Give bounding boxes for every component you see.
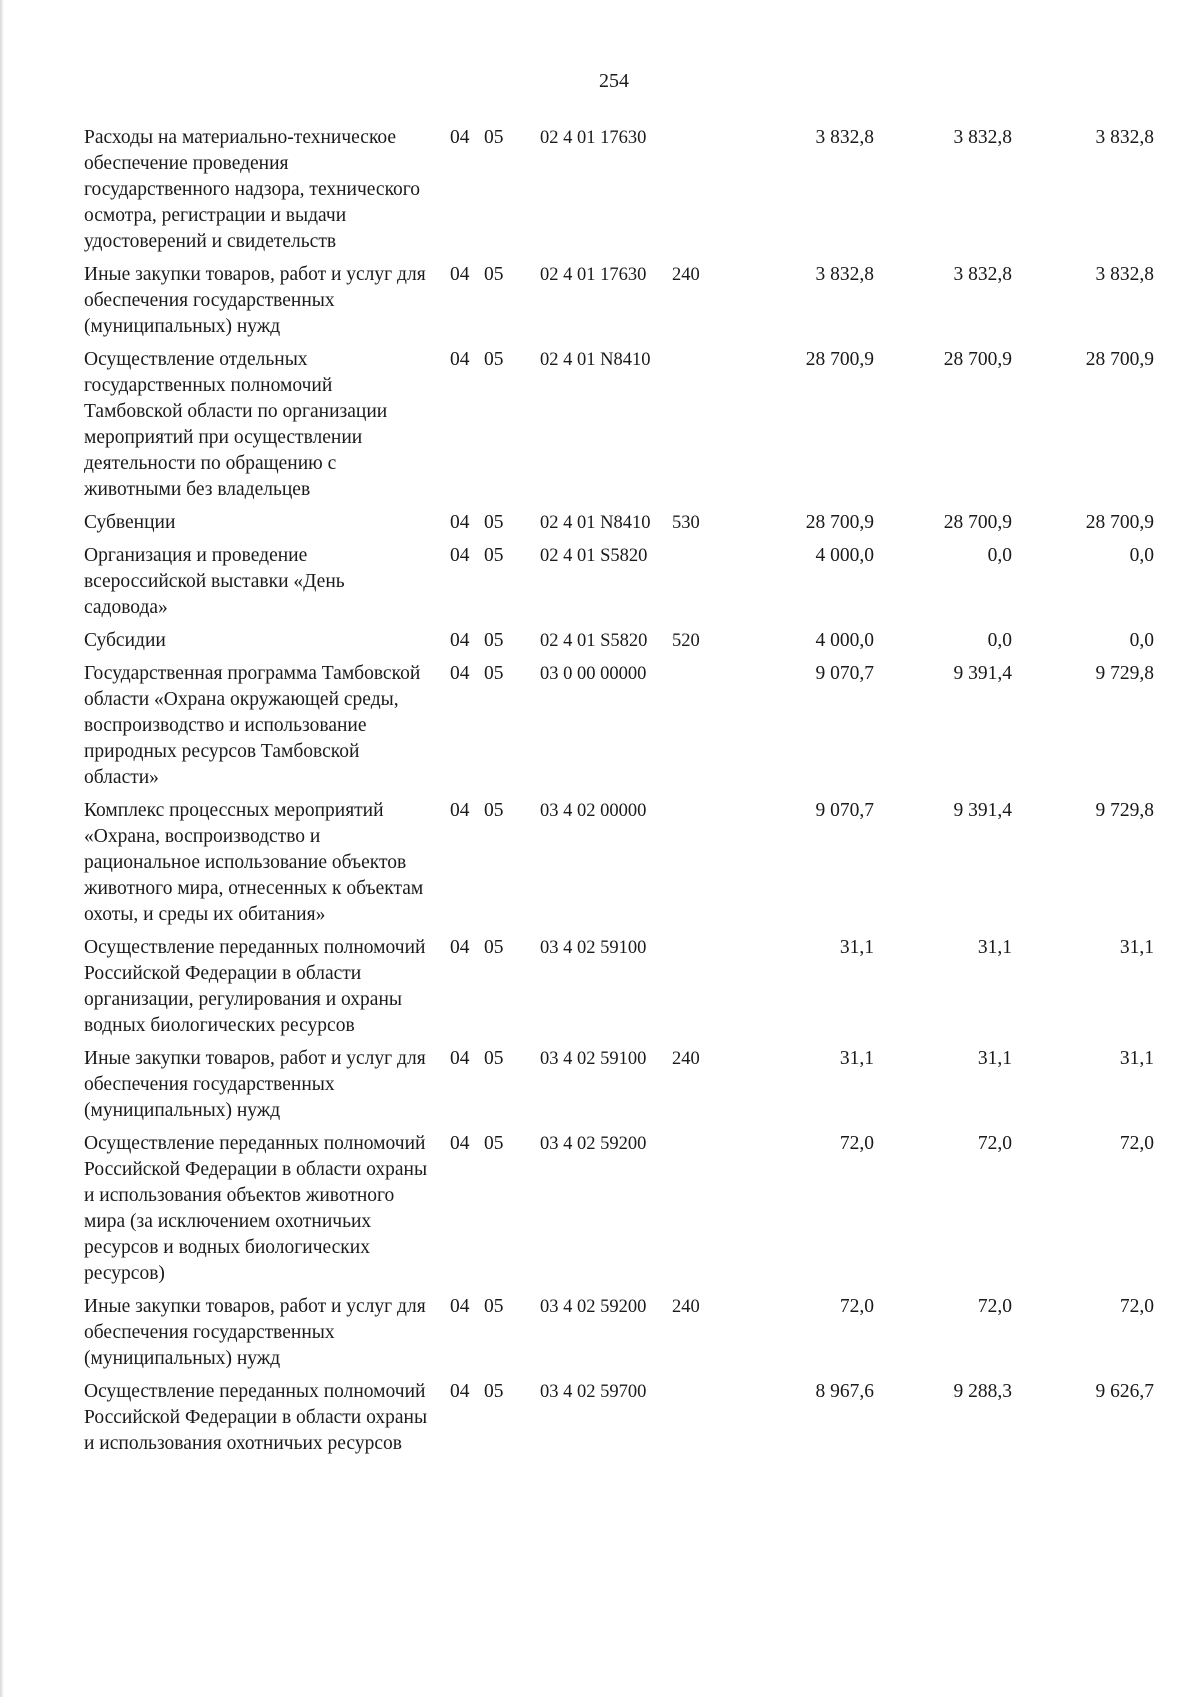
table-row <box>84 543 1154 628</box>
amount-year-3: 9 729,8 <box>1095 663 1154 684</box>
section-code: 04 <box>450 264 470 285</box>
amount-year-3: 0,0 <box>1129 545 1154 566</box>
subsection-code: 05 <box>484 1296 504 1317</box>
row-name: Иные закупки товаров, работ и услуг для обеспечения государственных (муниципальных) нужд <box>84 264 426 337</box>
row-name: Осуществление отдельных государственных полномочий Тамбовской области по организации мероприятий при осуществлении деятельности по обращению с животными без владельцев <box>84 349 388 500</box>
amount-year-3: 9 626,7 <box>1095 1381 1154 1402</box>
table-row <box>84 661 1154 798</box>
table-row <box>84 347 1154 510</box>
amount-year-1: 4 000,0 <box>815 545 874 566</box>
subsection-code: 05 <box>484 545 504 566</box>
amount-year-3: 0,0 <box>1129 630 1154 651</box>
amount-year-2: 9 288,3 <box>953 1381 1012 1402</box>
amount-year-2: 3 832,8 <box>953 264 1012 285</box>
target-article-code: 02 4 01 17630 <box>540 265 647 285</box>
expense-type-code <box>670 798 726 935</box>
row-name: Государственная программа Тамбовской области «Охрана окружающей среды, воспроизводство и использование природных ресурсов Тамбовской области» <box>84 663 421 788</box>
table-row <box>84 798 1154 935</box>
row-name: Осуществление переданных полномочий Российской Федерации в области охраны и использования охотничьих ресурсов <box>84 1381 428 1454</box>
subsection-code: 05 <box>484 1048 504 1069</box>
target-article-code: 03 4 02 59100 <box>540 1049 647 1069</box>
subsection-code: 05 <box>484 1381 504 1402</box>
amount-year-2: 31,1 <box>977 1048 1012 1069</box>
amount-year-2: 28 700,9 <box>943 512 1012 533</box>
section-code: 04 <box>450 630 470 651</box>
subsection-code: 05 <box>484 512 504 533</box>
amount-year-1: 72,0 <box>839 1296 874 1317</box>
table-row <box>84 1294 1154 1379</box>
amount-year-3: 31,1 <box>1119 1048 1154 1069</box>
table-row <box>84 935 1154 1046</box>
row-name: Расходы на материально-техническое обеспечение проведения государственного надзора, технического осмотра, регистрации и выдачи удостоверений и свидетельств <box>84 127 421 252</box>
subsection-code: 05 <box>484 630 504 651</box>
amount-year-1: 4 000,0 <box>815 630 874 651</box>
table-row <box>84 125 1154 262</box>
budget-table <box>84 125 1154 1464</box>
amount-year-2: 28 700,9 <box>943 349 1012 370</box>
expense-type-code <box>670 347 726 510</box>
row-name: Субсидии <box>84 630 166 651</box>
expense-type-code <box>670 661 726 798</box>
row-name: Осуществление переданных полномочий Российской Федерации в области организации, регулирования и охраны водных биологических ресурсов <box>84 937 426 1036</box>
table-row <box>84 510 1154 543</box>
amount-year-1: 72,0 <box>839 1133 874 1154</box>
target-article-code: 03 4 02 00000 <box>540 801 647 821</box>
amount-year-3: 28 700,9 <box>1085 512 1154 533</box>
amount-year-3: 3 832,8 <box>1095 264 1154 285</box>
expense-type-code <box>670 125 726 262</box>
section-code: 04 <box>450 1048 470 1069</box>
subsection-code: 05 <box>484 264 504 285</box>
subsection-code: 05 <box>484 800 504 821</box>
amount-year-3: 9 729,8 <box>1095 800 1154 821</box>
amount-year-3: 3 832,8 <box>1095 127 1154 148</box>
table-row <box>84 1046 1154 1131</box>
row-name: Осуществление переданных полномочий Российской Федерации в области охраны и использования объектов животного мира (за исключением охотничьих ресурсов и водных биологических ресурсов) <box>84 1133 428 1284</box>
expense-type-code <box>670 543 726 628</box>
section-code: 04 <box>450 512 470 533</box>
amount-year-2: 0,0 <box>987 545 1012 566</box>
amount-year-2: 9 391,4 <box>953 663 1012 684</box>
budget-table-body <box>84 125 1154 1464</box>
section-code: 04 <box>450 663 470 684</box>
target-article-code: 02 4 01 17630 <box>540 128 647 148</box>
target-article-code: 02 4 01 N8410 <box>540 513 651 533</box>
amount-year-3: 31,1 <box>1119 937 1154 958</box>
row-name: Субвенции <box>84 512 176 533</box>
table-row <box>84 1131 1154 1294</box>
amount-year-1: 28 700,9 <box>805 349 874 370</box>
amount-year-2: 31,1 <box>977 937 1012 958</box>
target-article-code: 02 4 01 N8410 <box>540 350 651 370</box>
amount-year-2: 0,0 <box>987 630 1012 651</box>
expense-type-code: 530 <box>672 513 700 533</box>
target-article-code: 03 0 00 00000 <box>540 664 647 684</box>
expense-type-code: 240 <box>672 1297 700 1317</box>
amount-year-1: 31,1 <box>839 1048 874 1069</box>
table-row <box>84 1379 1154 1464</box>
subsection-code: 05 <box>484 127 504 148</box>
target-article-code: 02 4 01 S5820 <box>540 546 648 566</box>
amount-year-2: 72,0 <box>977 1133 1012 1154</box>
expense-type-code <box>670 1131 726 1294</box>
expense-type-code: 240 <box>672 1049 700 1069</box>
expense-type-code <box>670 935 726 1046</box>
row-name: Иные закупки товаров, работ и услуг для обеспечения государственных (муниципальных) нужд <box>84 1048 426 1121</box>
section-code: 04 <box>450 1133 470 1154</box>
target-article-code: 03 4 02 59200 <box>540 1134 647 1154</box>
subsection-code: 05 <box>484 1133 504 1154</box>
amount-year-1: 31,1 <box>839 937 874 958</box>
target-article-code: 03 4 02 59700 <box>540 1382 647 1402</box>
section-code: 04 <box>450 1381 470 1402</box>
subsection-code: 05 <box>484 937 504 958</box>
expense-type-code: 520 <box>672 631 700 651</box>
subsection-code: 05 <box>484 349 504 370</box>
amount-year-3: 28 700,9 <box>1085 349 1154 370</box>
row-name: Организация и проведение всероссийской выставки «День садовода» <box>84 545 345 618</box>
target-article-code: 02 4 01 S5820 <box>540 631 648 651</box>
amount-year-1: 9 070,7 <box>815 800 874 821</box>
section-code: 04 <box>450 545 470 566</box>
subsection-code: 05 <box>484 663 504 684</box>
target-article-code: 03 4 02 59100 <box>540 938 647 958</box>
section-code: 04 <box>450 800 470 821</box>
amount-year-1: 9 070,7 <box>815 663 874 684</box>
expense-type-code <box>670 1379 726 1464</box>
target-article-code: 03 4 02 59200 <box>540 1297 647 1317</box>
page-number: 254 <box>599 70 629 92</box>
section-code: 04 <box>450 937 470 958</box>
section-code: 04 <box>450 1296 470 1317</box>
row-name: Комплекс процессных мероприятий «Охрана, воспроизводство и рациональное использование объектов животного мира, отнесенных к объектам охоты, и среды их обитания» <box>84 800 424 925</box>
amount-year-1: 3 832,8 <box>815 264 874 285</box>
amount-year-1: 8 967,6 <box>815 1381 874 1402</box>
section-code: 04 <box>450 349 470 370</box>
amount-year-2: 9 391,4 <box>953 800 1012 821</box>
table-row <box>84 262 1154 347</box>
table-row <box>84 628 1154 661</box>
scan-edge <box>0 0 4 1697</box>
expense-type-code: 240 <box>672 265 700 285</box>
amount-year-2: 3 832,8 <box>953 127 1012 148</box>
amount-year-2: 72,0 <box>977 1296 1012 1317</box>
amount-year-3: 72,0 <box>1119 1133 1154 1154</box>
amount-year-1: 28 700,9 <box>805 512 874 533</box>
section-code: 04 <box>450 127 470 148</box>
amount-year-1: 3 832,8 <box>815 127 874 148</box>
row-name: Иные закупки товаров, работ и услуг для обеспечения государственных (муниципальных) нужд <box>84 1296 426 1369</box>
amount-year-3: 72,0 <box>1119 1296 1154 1317</box>
